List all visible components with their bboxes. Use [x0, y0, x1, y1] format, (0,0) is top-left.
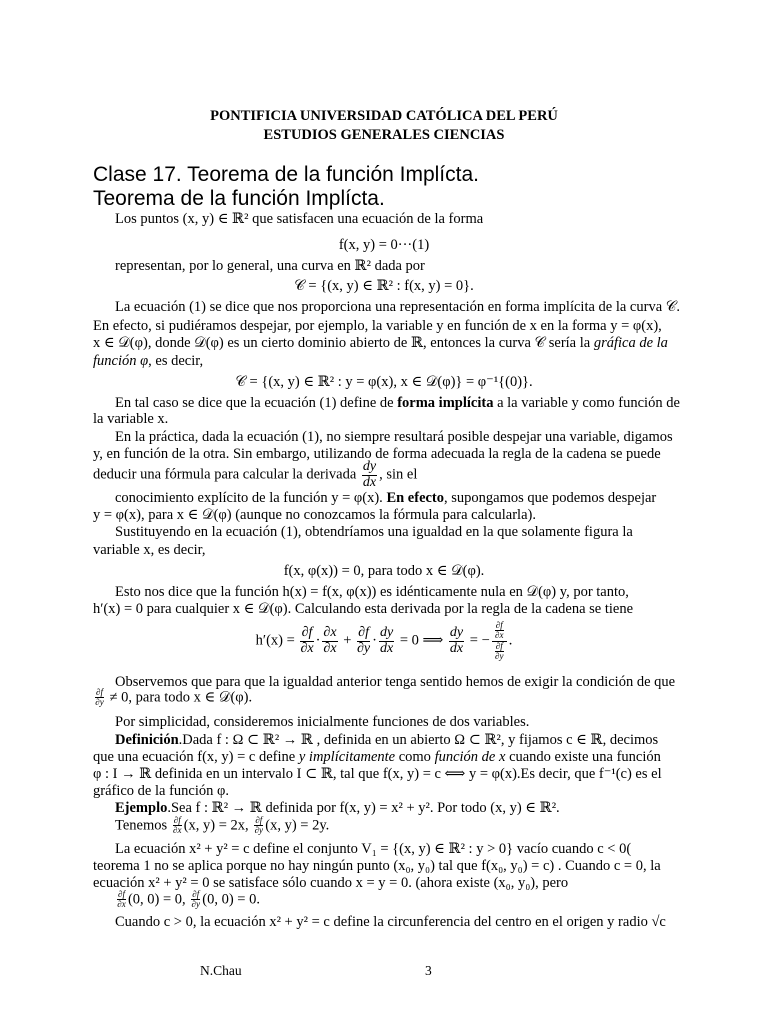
text-line: que una ecuación f(x, y) = c define y implícitamente como función de x cuando existe una función: [93, 749, 661, 765]
text-line: función φ, es decir,: [93, 353, 204, 369]
text-line: Sustituyendo en la ecuación (1), obtendríamos una igualdad en la que solamente figura la: [115, 524, 633, 540]
text-line: φ : I → ℝ definida en un intervalo I ⊂ ℝ, tal que f(x, y) = c ⟺ y = φ(x).Es decir, que f⁻¹(c) es el: [93, 766, 662, 782]
text-line: x ∈ 𝒟(φ), donde 𝒟(φ) es un cierto dominio abierto de ℝ, entonces la curva 𝒞 sería la gráfica de la: [93, 335, 668, 351]
text-line: Tenemos $\frac{\partial f}{\partial x}$ (x, y) = 2x, $\frac{\partial f}{\partial y}$ (x, y) = 2y.: [115, 815, 330, 836]
text-line: y, en función de la otra. Sin embargo, utilizando de forma adecuada la regla de la cadena se puede: [93, 446, 661, 462]
text-line: En efecto, si pudiéramos despejar, por ejemplo, la variable y en función de x en la forma y = φ(x),: [93, 318, 662, 334]
text-line: $\frac{\partial f}{\partial y}$ ≠ 0, para todo x ∈ 𝒟(φ).: [95, 687, 253, 708]
class-title: Clase 17. Teorema de la función Implícta.: [93, 163, 479, 186]
text-line: teorema 1 no se aplica porque no hay ningún punto (x₀, y₀) tal que f(x₀, y₀) = c) . Cuando c = 0, la: [93, 858, 661, 874]
equation-identity: f(x, φ(x)) = 0, para todo x ∈ 𝒟(φ).: [283, 563, 485, 579]
equation-1: f(x, y) = 0···(1): [338, 237, 430, 253]
text-line: En tal caso se dice que la ecuación (1) define de forma implícita a la variable y como función de: [115, 395, 680, 411]
text-line: deducir una fórmula para calcular la derivada $\frac{dy}{dx}$ , sin el: [93, 459, 418, 490]
text-line: En la práctica, dada la ecuación (1), no siempre resultará posible despejar una variable, digamos: [115, 429, 673, 445]
section-title: Teorema de la función Implícta.: [93, 187, 385, 210]
text-line: ecuación x² + y² = 0 se satisface sólo cuando x = y = 0. (ahora existe (x₀, y₀), pero: [93, 875, 569, 891]
text-line: Los puntos (x, y) ∈ ℝ² que satisfacen una ecuación de la forma: [115, 211, 484, 227]
equation-curve: 𝒞 = {(x, y) ∈ ℝ² : f(x, y) = 0}.: [294, 278, 474, 294]
text-line: y = φ(x), para x ∈ 𝒟(φ) (aunque no conozcamos la fórmula para calcularla).: [93, 507, 536, 523]
text-line: Por simplicidad, consideremos inicialmente funciones de dos variables.: [115, 714, 530, 730]
text-line: Observemos que para que la igualdad anterior tenga sentido hemos de exigir la condición de que: [115, 674, 676, 690]
example-line: Ejemplo.Sea f : ℝ² → ℝ definida por f(x, y) = x² + y². Por todo (x, y) ∈ ℝ².: [115, 800, 560, 816]
text-line: $\frac{\partial f}{\partial x}$ (0, 0) = 0, $\frac{\partial f}{\partial y}$ (0, 0) = 0.: [117, 889, 260, 910]
text-line: variable x, es decir,: [93, 542, 206, 558]
text-line: la variable x.: [93, 411, 169, 427]
equation-graph: 𝒞 = {(x, y) ∈ ℝ² : y = φ(x), x ∈ 𝒟(φ)} = φ⁻¹{(0)}.: [235, 374, 533, 390]
text-line: Cuando c > 0, la ecuación x² + y² = c define la circunferencia del centro en el origen y radio √c: [115, 914, 666, 930]
text-line: La ecuación x² + y² = c define el conjunto V₁ = {(x, y) ∈ ℝ² : y > 0} vacío cuando c < 0(: [115, 841, 632, 857]
text-line: representan, por lo general, una curva en ℝ² dada por: [115, 258, 425, 274]
university-name: PONTIFICIA UNIVERSIDAD CATÓLICA DEL PERÚ: [210, 108, 558, 124]
equation-chain-rule: h′(x) = $\frac{\partial f}{\partial x}$ · $\frac{\partial x}{\partial x}$ + $\frac{\partial f}{\partial y}$ · $\frac{dy}{dx}$ = 0 ⟹ $\frac{dy}{dx}$ = − $\frac{\frac{\partial f}{\partial x}}{\frac{\partial f}{\partial y}}$ .: [255, 620, 513, 662]
definition-line: Definición.Dada f : Ω ⊂ ℝ² → ℝ , definida en un abierto Ω ⊂ ℝ², y fijamos c ∈ ℝ, decimos: [115, 732, 659, 748]
text-line: conocimiento explícito de la función y = φ(x). En efecto, supongamos que podemos despejar: [115, 490, 657, 506]
dy-dx-fraction: $\frac{dy}{dx}$: [362, 459, 377, 490]
faculty-name: ESTUDIOS GENERALES CIENCIAS: [263, 127, 505, 143]
footer-author: N.Chau: [200, 963, 242, 978]
text-line: Esto nos dice que la función h(x) = f(x, φ(x)) es idénticamente nula en 𝒟(φ) y, por tanto,: [115, 584, 629, 600]
text-line: h′(x) = 0 para cualquier x ∈ 𝒟(φ). Calculando esta derivada por la regla de la cadena se tiene: [93, 601, 634, 617]
text-line: La ecuación (1) se dice que nos proporciona una representación en forma implícita de la curva 𝒞.: [115, 299, 680, 315]
page-number: 3: [425, 963, 432, 978]
text-line: gráfico de la función φ.: [93, 783, 229, 799]
